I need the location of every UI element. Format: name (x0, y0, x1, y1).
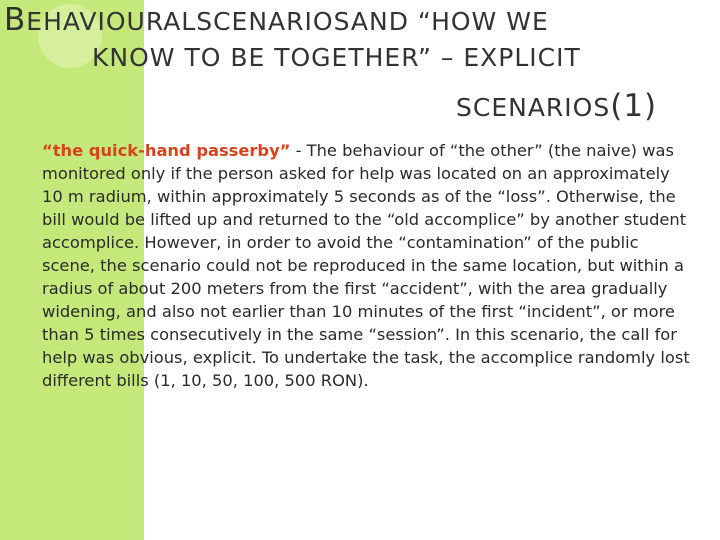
slide-title (0, 0, 720, 130)
title-line-1 (4, 2, 549, 38)
scenario-name: “the quick-hand passerby” (42, 141, 291, 160)
title-initial: B (4, 2, 27, 38)
title-line-1-text: EHAVIOURALSCENARIOSAND “HOW WE (26, 7, 549, 36)
title-line-2: KNOW TO BE TOGETHER” – EXPLICIT (92, 43, 581, 72)
title-line-3 (456, 88, 657, 124)
title-line-3-text: SCENARIOS (456, 93, 611, 122)
scenario-description: - The behaviour of “the other” (the naive) was monitored only if the person asked for help was located on an approximately 10 m radium, within approximately 5 seconds as of the “loss”. Otherwise, the bill would be lifted up and returned to the “old accomplice” by another student accomplice. However, in order to avoid the “contamination” of the public scene, the scenario could not be reproduced in the same location, but within a radius of about 200 meters from the first “accident”, with the area gradually widening, and also not earlier than 10 minutes of the first “incident”, or more than 5 times consecutively in the same “session”. In this scenario, the call for help was obvious, explicit. To undertake the task, the accomplice randomly lost different bills (1, 10, 50, 100, 500 RON). (42, 141, 690, 390)
bullet-paragraph (42, 139, 690, 392)
title-number: (1) (610, 88, 658, 124)
